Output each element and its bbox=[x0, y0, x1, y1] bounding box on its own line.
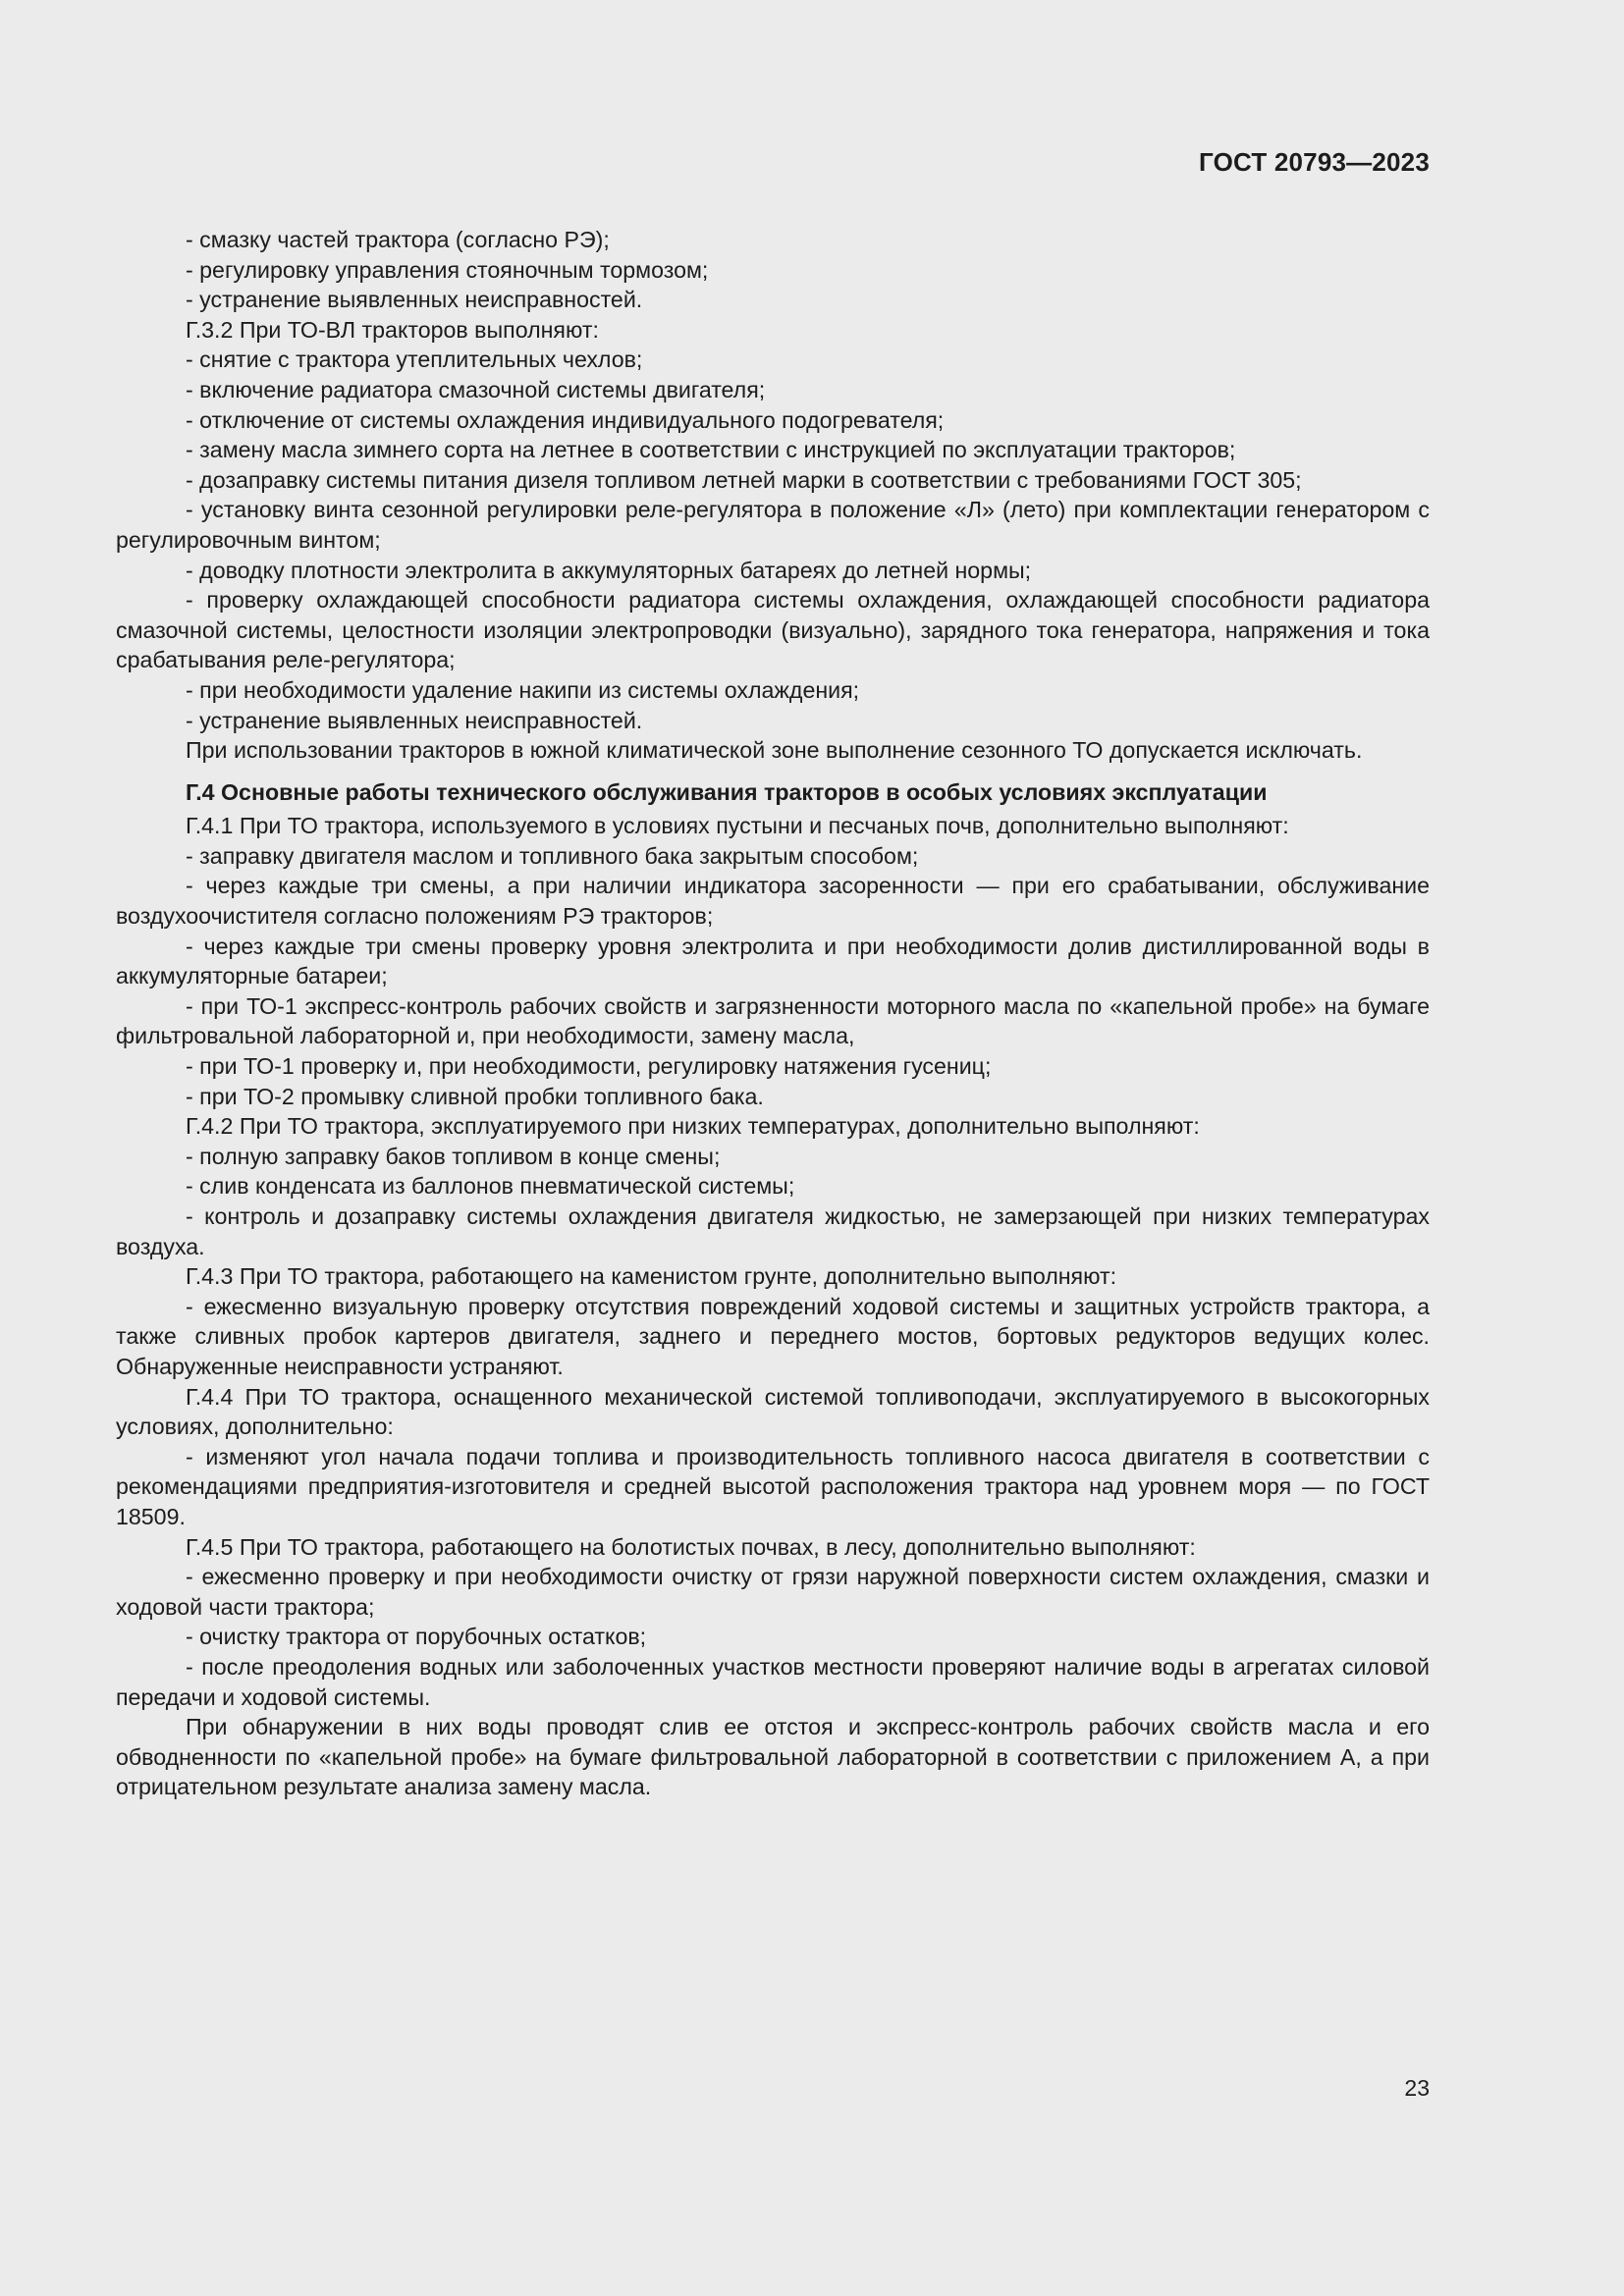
paragraph: - контроль и дозаправку системы охлаждения двигателя жидкостью, не замерзающей при низких температурах воздуха. bbox=[116, 1203, 1430, 1259]
clause-g-4-1: Г.4.1 При ТО трактора, используемого в условиях пустыни и песчаных почв, дополнительно выполняют: bbox=[186, 813, 1289, 839]
paragraph: - очистку трактора от порубочных остатков; bbox=[186, 1624, 647, 1650]
document-id-header: ГОСТ 20793—2023 bbox=[1199, 147, 1430, 177]
paragraph: - устранение выявленных неисправностей. bbox=[186, 707, 643, 733]
clause-g-3-2: Г.3.2 При ТО-ВЛ тракторов выполняют: bbox=[186, 316, 599, 343]
paragraph: - включение радиатора смазочной системы двигателя; bbox=[186, 376, 766, 402]
paragraph: - отключение от системы охлаждения индивидуального подогревателя; bbox=[186, 406, 945, 433]
paragraph: При обнаружении в них воды проводят слив ее отстоя и экспресс-контроль рабочих свойств масла и его обводненности по «капельной пробе» на бумаге фильтровальной лабораторной в соответствии с приложением А, а при отрицательном результате анализа замену масла. bbox=[116, 1714, 1430, 1800]
paragraph: - проверку охлаждающей способности радиатора системы охлаждения, охлаждающей способности радиатора смазочной системы, целостности изоляции электропроводки (визуально), зарядного тока генератора, напряжения и тока срабатывания реле-регулятора; bbox=[116, 587, 1430, 673]
clause-g-4-5: Г.4.5 При ТО трактора, работающего на болотистых почвах, в лесу, дополнительно выполняют: bbox=[186, 1533, 1196, 1560]
paragraph: - устранение выявленных неисправностей. bbox=[186, 287, 643, 313]
paragraph: - замену масла зимнего сорта на летнее в соответствии с инструкцией по эксплуатации тракторов; bbox=[186, 437, 1236, 463]
paragraph: - изменяют угол начала подачи топлива и производительность топливного насоса двигателя в соответствии с рекомендациями предприятия-изготовителя и средней высотой расположения трактора над уровнем моря — по ГОСТ 18509. bbox=[116, 1443, 1430, 1529]
paragraph: - слив конденсата из баллонов пневматической системы; bbox=[186, 1173, 795, 1200]
paragraph: - через каждые три смены проверку уровня электролита и при необходимости долив дистиллированной воды в аккумуляторные батареи; bbox=[116, 933, 1430, 989]
paragraph: - регулировку управления стояночным тормозом; bbox=[186, 256, 709, 283]
clause-g-4-4: Г.4.4 При ТО трактора, оснащенного механической системой топливоподачи, эксплуатируемого в высокогорных условиях, дополнительно: bbox=[116, 1383, 1430, 1440]
paragraph: - установку винта сезонной регулировки реле-регулятора в положение «Л» (лето) при комплектации генератором с регулировочным винтом; bbox=[116, 497, 1430, 553]
paragraph: - после преодоления водных или заболоченных участков местности проверяют наличие воды в агрегатах силовой передачи и ходовой системы. bbox=[116, 1653, 1430, 1710]
clause-g-4-3: Г.4.3 При ТО трактора, работающего на каменистом грунте, дополнительно выполняют: bbox=[186, 1263, 1117, 1290]
paragraph: При использовании тракторов в южной климатической зоне выполнение сезонного ТО допускается исключать. bbox=[186, 737, 1363, 764]
paragraph: - ежесменно визуальную проверку отсутствия повреждений ходовой системы и защитных устройств трактора, а также сливных пробок картеров двигателя, заднего и переднего мостов, бортовых редукторов ведущих колес. Обнаруженные неисправности устраняют. bbox=[116, 1293, 1430, 1379]
paragraph: - через каждые три смены, а при наличии индикатора засоренности — при его срабатывании, обслуживание воздухоочистителя согласно положениям РЭ тракторов; bbox=[116, 873, 1430, 930]
paragraph: - смазку частей трактора (согласно РЭ); bbox=[186, 227, 610, 252]
paragraph: - при необходимости удаление накипи из системы охлаждения; bbox=[186, 676, 860, 703]
paragraph: - полную заправку баков топливом в конце смены; bbox=[186, 1143, 721, 1169]
paragraph: - дозаправку системы питания дизеля топливом летней марки в соответствии с требованиями ГОСТ 305; bbox=[186, 466, 1302, 493]
paragraph: - при ТО-1 проверку и, при необходимости, регулировку натяжения гусениц; bbox=[186, 1053, 992, 1080]
paragraph: - ежесменно проверку и при необходимости очистку от грязи наружной поверхности систем охлаждения, смазки и ходовой части трактора; bbox=[116, 1564, 1430, 1620]
clause-g-4-2: Г.4.2 При ТО трактора, эксплуатируемого при низких температурах, дополнительно выполняют: bbox=[186, 1113, 1200, 1140]
section-heading-g-4: Г.4 Основные работы технического обслуживания тракторов в особых условиях эксплуатации bbox=[186, 778, 1268, 805]
paragraph: - при ТО-1 экспресс-контроль рабочих свойств и загрязненности моторного масла по «капельной пробе» на бумаге фильтровальной лабораторной и, при необходимости, замену масла, bbox=[116, 992, 1430, 1049]
paragraph: - заправку двигателя маслом и топливного бака закрытым способом; bbox=[186, 842, 919, 869]
paragraph: - доводку плотности электролита в аккумуляторных батареях до летней нормы; bbox=[186, 557, 1032, 583]
document-body bbox=[116, 225, 1430, 1802]
paragraph: - при ТО-2 промывку сливной пробки топливного бака. bbox=[186, 1083, 764, 1109]
page-number: 23 bbox=[1404, 2075, 1430, 2101]
paragraph: - снятие с трактора утеплительных чехлов; bbox=[186, 347, 643, 373]
